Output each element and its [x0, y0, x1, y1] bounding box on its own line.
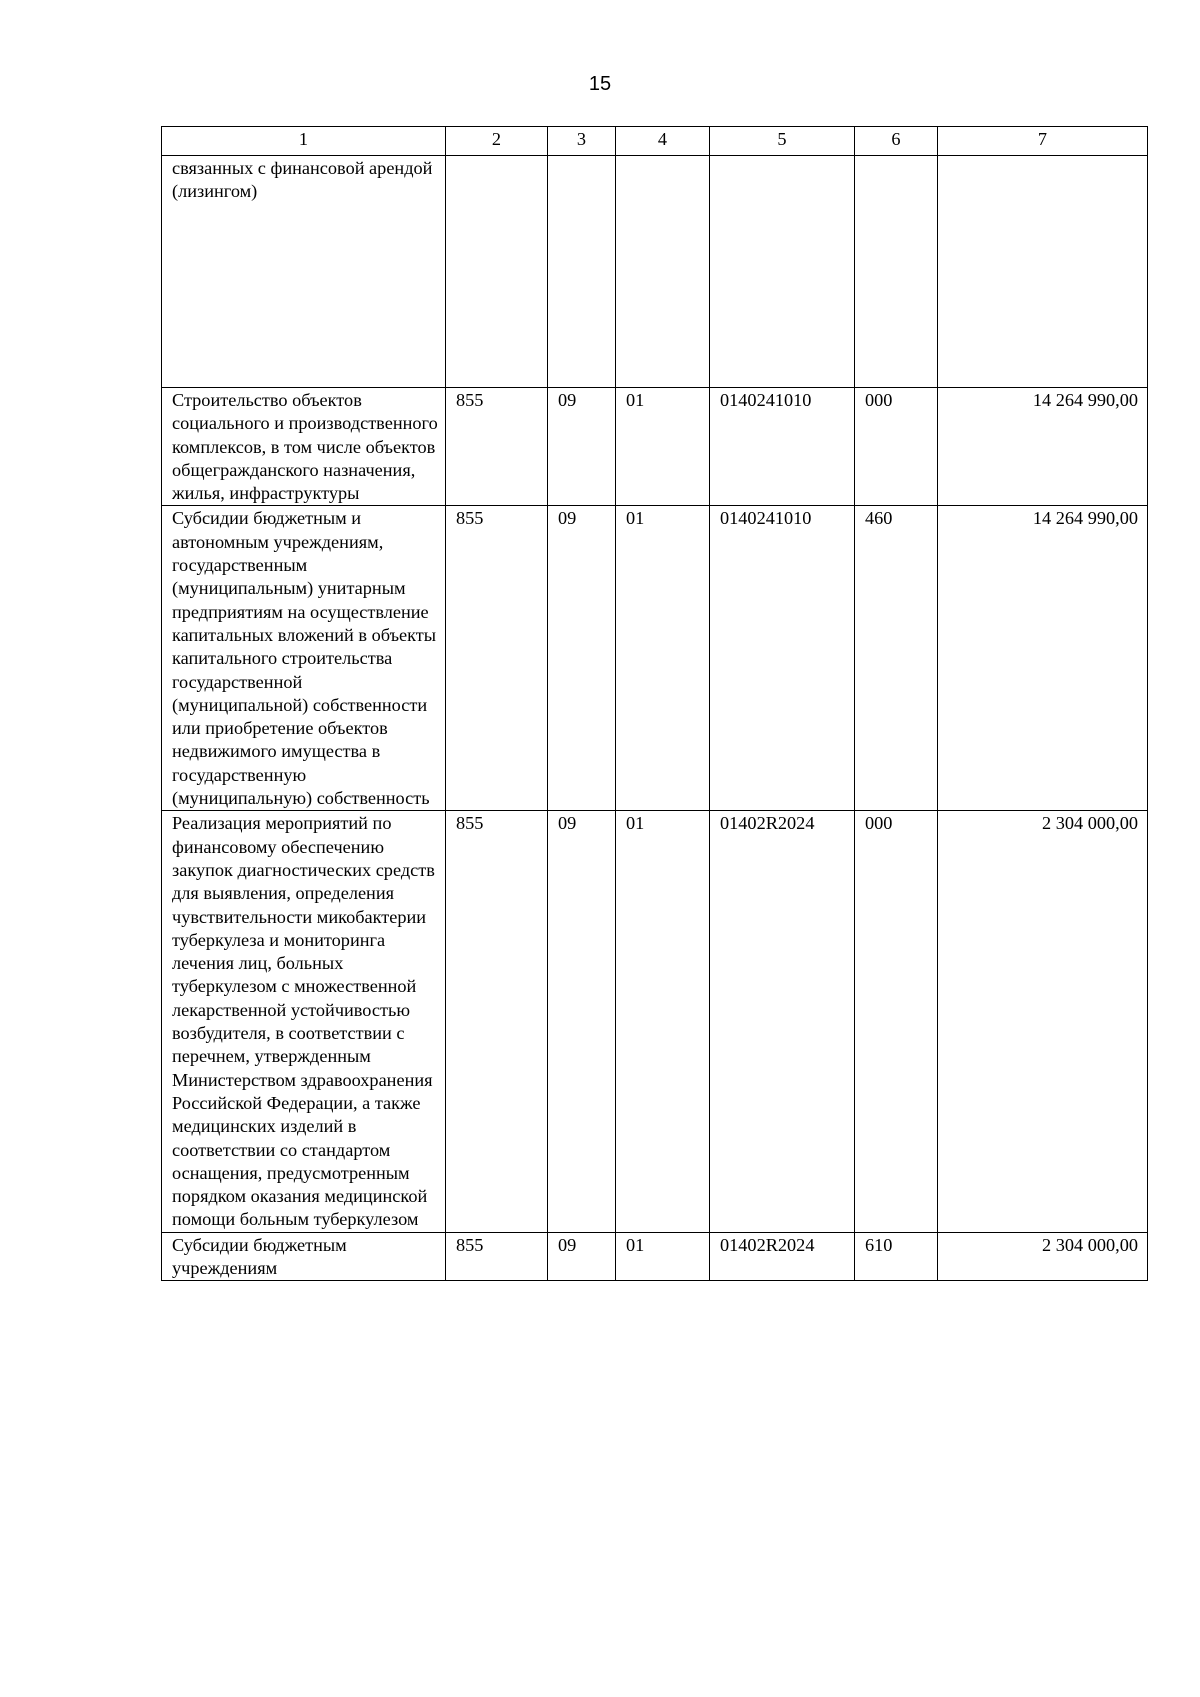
header-row	[162, 127, 1148, 156]
row-code-6: 000	[855, 811, 938, 1232]
column-header-7: 7	[938, 127, 1148, 156]
row-code-3: 09	[548, 388, 616, 506]
row-code-2: 855	[446, 388, 548, 506]
row-amount: 14 264 990,00	[938, 506, 1148, 811]
row-amount	[938, 156, 1148, 388]
row-code-4: 01	[616, 506, 710, 811]
column-header-5: 5	[710, 127, 855, 156]
row-code-2: 855	[446, 1232, 548, 1281]
row-name: Реализация мероприятий по финансовому обеспечению закупок диагностических средств для выявления, определения чувствительности микобактерии туберкулеза и мониторинга лечения лиц, больных туберкулезом с множественной лекарственной устойчивостью возбудителя, в соответствии с перечнем, утвержденным Министерством здравоохранения Российской Федерации, а также медицинских изделий в соответствии со стандартом оснащения, предусмотренным порядком оказания медицинской помощи больным туберкулезом	[162, 811, 446, 1232]
row-name: Субсидии бюджетным учреждениям	[162, 1232, 446, 1281]
row-code-4: 01	[616, 811, 710, 1232]
table-row	[162, 506, 1148, 811]
table-row	[162, 156, 1148, 388]
row-code-5	[710, 156, 855, 388]
row-code-3: 09	[548, 506, 616, 811]
row-amount: 2 304 000,00	[938, 811, 1148, 1232]
row-code-4: 01	[616, 388, 710, 506]
row-code-4: 01	[616, 1232, 710, 1281]
row-code-3	[548, 156, 616, 388]
column-header-6: 6	[855, 127, 938, 156]
row-amount: 2 304 000,00	[938, 1232, 1148, 1281]
row-name: связанных с финансовой арендой (лизингом)	[162, 156, 446, 388]
row-code-6: 460	[855, 506, 938, 811]
row-code-5: 0140241010	[710, 506, 855, 811]
page-number: 15	[588, 73, 612, 95]
row-code-4	[616, 156, 710, 388]
row-code-5: 01402R2024	[710, 1232, 855, 1281]
budget-table	[161, 126, 1148, 1281]
row-code-6	[855, 156, 938, 388]
column-header-3: 3	[548, 127, 616, 156]
row-code-2: 855	[446, 506, 548, 811]
row-code-5: 01402R2024	[710, 811, 855, 1232]
row-amount: 14 264 990,00	[938, 388, 1148, 506]
row-code-3: 09	[548, 1232, 616, 1281]
column-header-4: 4	[616, 127, 710, 156]
row-name: Субсидии бюджетным и автономным учреждениям, государственным (муниципальным) унитарным предприятиям на осуществление капитальных вложений в объекты капитального строительства государственной (муниципальной) собственности или приобретение объектов недвижимого имущества в государственную (муниципальную) собственность	[162, 506, 446, 811]
row-code-6: 610	[855, 1232, 938, 1281]
table-row	[162, 811, 1148, 1232]
table-row	[162, 1232, 1148, 1281]
row-code-5: 0140241010	[710, 388, 855, 506]
row-code-2: 855	[446, 811, 548, 1232]
row-code-2	[446, 156, 548, 388]
row-code-6: 000	[855, 388, 938, 506]
column-header-2: 2	[446, 127, 548, 156]
row-code-3: 09	[548, 811, 616, 1232]
table-row	[162, 388, 1148, 506]
column-header-1: 1	[162, 127, 446, 156]
row-name: Строительство объектов социального и производственного комплексов, в том числе объектов общегражданского назначения, жилья, инфраструктуры	[162, 388, 446, 506]
